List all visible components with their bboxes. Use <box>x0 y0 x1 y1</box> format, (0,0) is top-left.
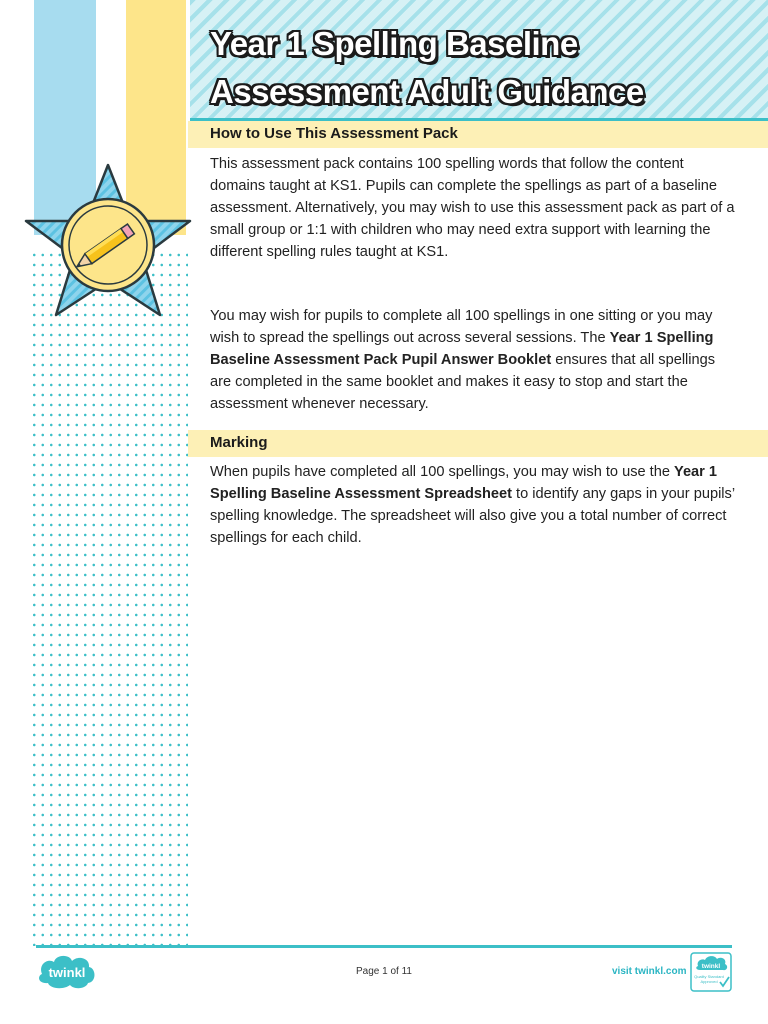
paragraph-text: to identify any gaps in your pupils’ spelling knowledge. The spreadsheet will also give you a total number of correct spellings for each child. <box>210 486 735 546</box>
title-line-2: Assessment Adult Guidance <box>210 73 644 110</box>
svg-text:Approved: Approved <box>700 979 718 984</box>
paragraph-intro: This assessment pack contains 100 spelling words that follow the content domains taught at KS1. Pupils can complete the spellings as part of a baseline assessment. Alternatively, you may wish to use this assessment pack as part of a small group or 1:1 with children who may need extra support with learning the different spelling rules taught at KS1. <box>210 156 735 260</box>
paragraph-marking <box>210 461 740 549</box>
title-banner <box>190 0 768 122</box>
page-title <box>210 20 644 116</box>
paragraph-text: You may wish for pupils to complete all 100 spellings in one sitting or you may wish to spread the spellings out across several sessions. The <box>210 308 713 346</box>
star-badge-pencil-icon <box>22 163 194 323</box>
dotted-pattern <box>30 250 188 946</box>
section-header-how-to-use <box>188 121 768 148</box>
paragraph-sessions <box>210 305 740 415</box>
title-line-1: Year 1 Spelling Baseline <box>210 25 578 62</box>
footer-divider <box>36 945 732 948</box>
visit-twinkl-link[interactable]: visit twinkl.com <box>612 966 687 977</box>
twinkl-logo-text: twinkl <box>48 965 86 980</box>
section-heading: How to Use This Assessment Pack <box>210 125 458 142</box>
paragraph-text: When pupils have completed all 100 spellings, you may wish to use the <box>210 464 675 480</box>
paragraph-text: ensures that all spellings are completed in the same booklet and makes it easy to stop and start the assessment whenever necessary. <box>210 352 716 412</box>
page-number: Page 1 of 11 <box>356 966 412 977</box>
quality-standard-badge-icon <box>690 952 732 992</box>
answer-booklet-title: Year 1 Spelling Baseline Assessment Pack Pupil Answer Booklet <box>210 330 714 368</box>
svg-text:twinkl: twinkl <box>701 963 721 970</box>
spreadsheet-title: Year 1 Spelling Baseline Assessment Spreadsheet <box>210 464 718 502</box>
svg-text:Quality Standard: Quality Standard <box>694 974 724 979</box>
section-header-marking <box>188 430 768 457</box>
section-heading: Marking <box>210 434 268 451</box>
